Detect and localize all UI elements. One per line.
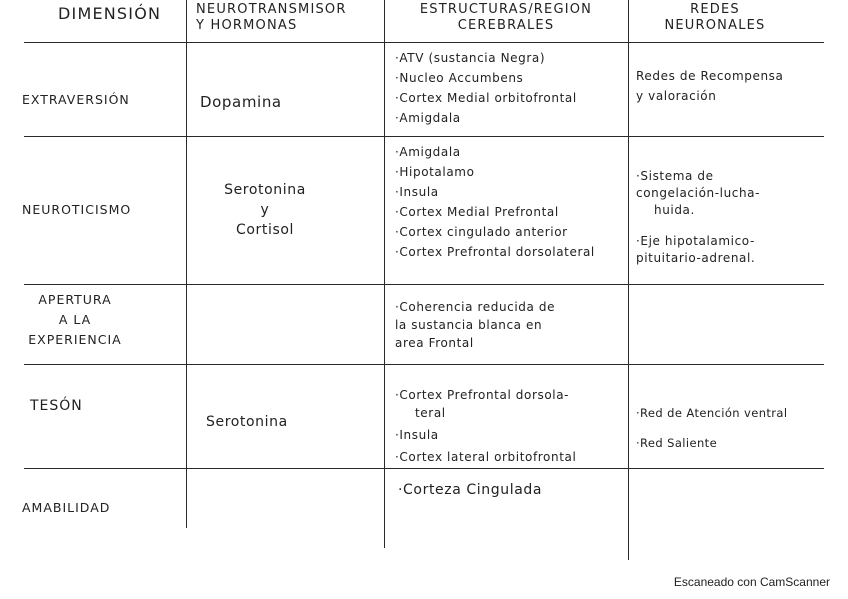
neuro-extraversion: Dopamina xyxy=(200,93,282,111)
structures-openness: ·Coherencia reducida de la sustancia blanca en area Frontal xyxy=(395,300,556,350)
neuro-conscientiousness: Serotonina xyxy=(206,414,288,430)
structures-agreeableness: ·Corteza Cingulada xyxy=(398,482,543,498)
neuro-neuroticism: Serotonina y Cortisol xyxy=(224,182,306,238)
dimension-agreeableness: AMABILIDAD xyxy=(22,500,111,515)
scanner-watermark: Escaneado con CamScanner xyxy=(673,575,830,589)
networks-extraversion: Redes de Recompensa y valoración xyxy=(636,69,784,103)
header-dimension: DIMENSIÓN xyxy=(58,4,162,23)
structures-extraversion: ·ATV (sustancia Negra) ·Nucleo Accumbens ·Cortex Medial orbitofrontal ·Amigdala xyxy=(395,51,577,125)
dimension-extraversion: EXTRAVERSIÓN xyxy=(22,92,130,107)
header-structures: ESTRUCTURAS/REGION CEREBRALES xyxy=(419,2,593,33)
dimension-openness: APERTURA A LA EXPERIENCIA xyxy=(28,292,122,347)
row-divider-4 xyxy=(24,468,824,469)
dimension-conscientiousness: TESÓN xyxy=(30,398,83,414)
structures-neuroticism: ·Amigdala ·Hipotalamo ·Insula ·Cortex Medial Prefrontal ·Cortex cingulado anterior ·Cortex Prefrontal dorsolateral xyxy=(395,145,595,259)
row-divider-2 xyxy=(24,284,824,285)
header-neurotransmitter: NEUROTRANSMISOR Y HORMONAS xyxy=(196,2,347,33)
column-divider-3 xyxy=(628,0,629,560)
row-divider-header xyxy=(24,42,824,43)
row-divider-3 xyxy=(24,364,824,365)
dimension-neuroticism: NEUROTICISMO xyxy=(22,202,132,217)
row-divider-1 xyxy=(24,136,824,137)
networks-conscientiousness: ·Red de Atención ventral ·Red Saliente xyxy=(636,406,788,450)
column-divider-1 xyxy=(186,0,187,528)
column-divider-2 xyxy=(384,0,385,548)
header-networks: REDES NEURONALES xyxy=(664,2,766,33)
networks-neuroticism: ·Sistema de congelación-lucha- huida. ·Eje hipotalamico- pituitario-adrenal. xyxy=(636,169,761,265)
structures-conscientiousness: ·Cortex Prefrontal dorsola- teral ·Insula ·Cortex lateral orbitofrontal xyxy=(395,388,577,464)
